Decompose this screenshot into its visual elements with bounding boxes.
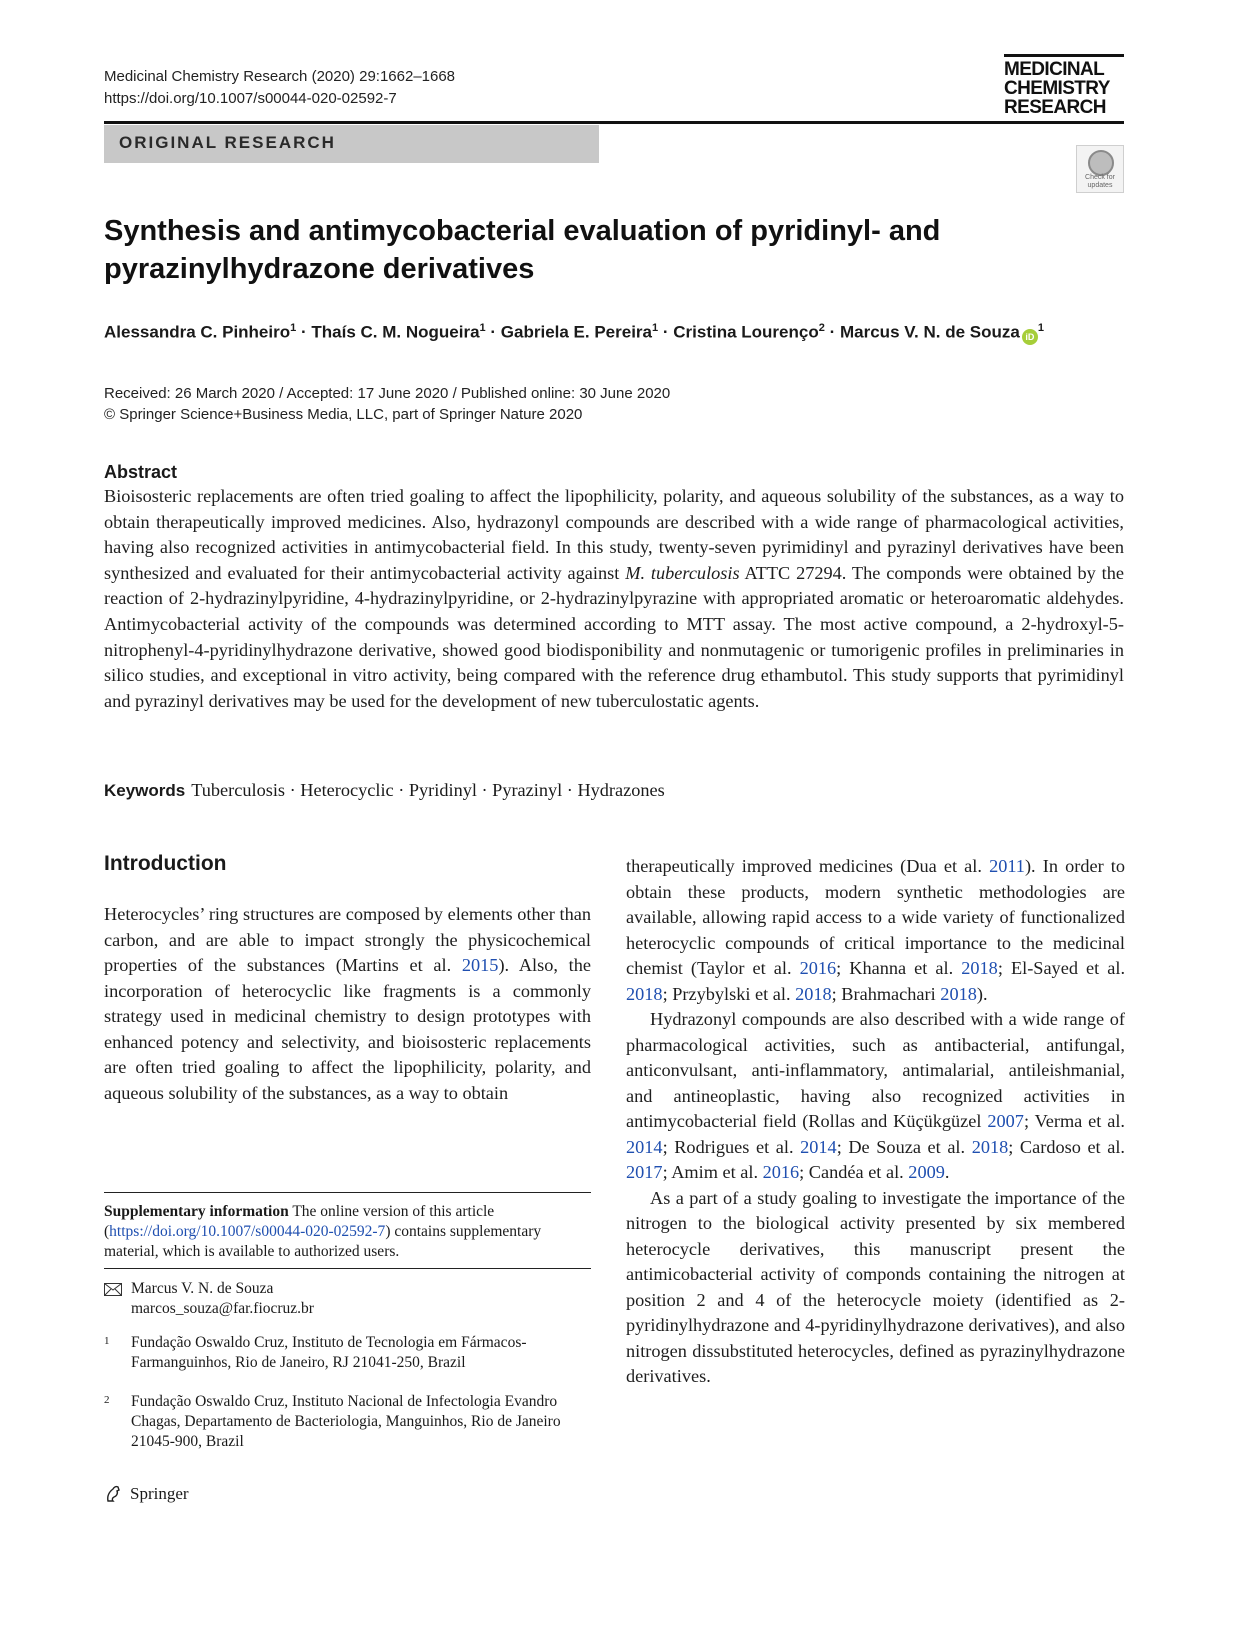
author-affiliation: 1: [290, 322, 297, 334]
citation-link[interactable]: 2017: [626, 1162, 663, 1182]
author-affiliation: 2: [818, 322, 825, 334]
abstract-organism: M. tuberculosis: [625, 562, 740, 583]
citation-link[interactable]: 2007: [987, 1111, 1024, 1131]
text: ; Candéa et al.: [799, 1162, 909, 1182]
supp-label: Supplementary information: [104, 1203, 289, 1220]
supplementary-information: [104, 1202, 591, 1262]
author-separator: ·: [662, 322, 669, 342]
text: ; Khanna et al.: [836, 958, 962, 978]
author-name[interactable]: Gabriela E. Pereira: [500, 322, 652, 342]
citation-link[interactable]: 2018: [961, 958, 998, 978]
introduction-heading: Introduction: [104, 852, 227, 875]
intro-right-column: [626, 854, 1125, 1390]
abstract-text-part: Bioisosteric replacements are often tried goaling to affect the lipophilicity, polarity, and aqueous solubility of the substances, as a way to obtain therapeutically improved medicines. Also, hydrazonyl compounds are described with a wide range of pharmacological activities, having also recognized activities in antimycobacterial field. In this study, twenty-seven pyrimidinyl and pyrazinyl derivatives have been synthesized and evaluated for their antimycobacterial activity against: [104, 486, 1124, 583]
text: ; De Souza et al.: [836, 1136, 972, 1157]
intro-paragraph: As a part of a study goaling to investigate the importance of the nitrogen to the biological activity presented by six membered heterocycle derivatives, this manuscript present the antimicobacterial activity of componds containing the nitrogen at position 2 and 4 of the heterocycle moiety (identified as 2-pyridinylhydrazone and 4-pyridinylhydrazone derivatives), and also nitrogen dissubstituted heterocycles, defined as pyrazinylhydrazone derivatives.: [626, 1187, 1125, 1386]
intro-paragraph: [626, 854, 1125, 1007]
text: ; El-Sayed et al.: [997, 958, 1126, 978]
check-for-updates-badge[interactable]: [1076, 145, 1124, 193]
author-list: [104, 322, 1124, 345]
text: therapeutically improved medicines (Dua et al.: [626, 856, 990, 876]
journal-logo: [1004, 54, 1124, 117]
text: The online version of this article (: [104, 1203, 495, 1240]
text: ). Also, the incorporation of heterocyclic like fragments is a commonly strategy used in medicinal chemistry to design prototypes with enhanced potency and selectivity, and bioisosteric replacements are often tried goaling to affect the lipophilicity, polarity, and aqueous solubility of the substances, as a way to obtain: [104, 955, 591, 1103]
abstract-text-part: ATTC 27294. The componds were obtained by the reaction of 2-hydrazinylpyridine, 4-hydrazinylpyridine, or 2-hydrazinylpyrazine with appropriated aromatic or heteroaromatic aldehydes. Antimycobacterial activity of the compounds was determined according to MTT assay. The most active compound, a 2-hydroxyl-5-nitrophenyl-4-pyridinylhydrazone derivative, showed good biodisponibility and nonmutagenic or tumorigenic profiles in preliminaries in silico studies, and exceptional in vitro activity, being compared with the reference drug ethambutol. This study supports that pyrimidinyl and pyrazinyl derivatives may be used for the development of new tuberculostatic agents.: [104, 562, 1125, 711]
text: Heterocycles’ ring structures are composed by elements other than carbon, and are able to impact strongly the physicochemical properties of the substances (Martins et al.: [104, 904, 591, 975]
logo-line-2: CHEMISTRY: [1004, 78, 1110, 99]
affiliation-number: 2: [104, 1394, 110, 1406]
text: .: [944, 1162, 950, 1182]
abstract-text: [104, 484, 1124, 714]
author-affiliation: 1: [1037, 322, 1044, 334]
corresponding-author: [104, 1279, 591, 1319]
author-separator: ·: [829, 322, 836, 342]
keywords-label: Keywords: [104, 781, 186, 800]
corr-name: Marcus V. N. de Souza: [131, 1280, 274, 1297]
check-updates-icon: [1088, 150, 1114, 176]
footnote-rule: [104, 1268, 591, 1269]
affiliation-text: Fundação Oswaldo Cruz, Instituto Nacional de Infectologia Evandro Chagas, Departamento de Bacteriologia, Manguinhos, Rio de Janeiro 21045-900, Brazil: [131, 1393, 561, 1450]
springer-footer: [104, 1484, 189, 1504]
author-affiliation: 1: [479, 322, 486, 334]
logo-line-3: RESEARCH: [1004, 97, 1106, 118]
copyright-line: © Springer Science+Business Media, LLC, part of Springer Nature 2020: [104, 406, 583, 423]
citation-link[interactable]: 2018: [971, 1136, 1009, 1157]
dates-line: Received: 26 March 2020 / Accepted: 17 June 2020 / Published online: 30 June 2020: [104, 385, 671, 402]
keywords: [104, 778, 665, 803]
citation-link[interactable]: 2018: [795, 983, 832, 1004]
check-updates-label: Check for updates: [1085, 174, 1115, 189]
article-title: Synthesis and antimycobacterial evaluation of pyridinyl- and pyrazinylhydrazone derivatives: [104, 215, 941, 285]
author-name[interactable]: Marcus V. N. de Souza: [840, 322, 1020, 342]
text: ; Verma et al.: [1023, 1111, 1125, 1131]
citation-line: Medicinal Chemistry Research (2020) 29:1662–1668: [104, 68, 456, 85]
intro-paragraph: [626, 1007, 1125, 1186]
publisher-name: Springer: [130, 1484, 189, 1503]
footnote-rule: [104, 1192, 591, 1193]
author-separator: ·: [490, 322, 497, 342]
affiliation-text: Fundação Oswaldo Cruz, Instituto de Tecnologia em Fármacos-Farmanguinhos, Rio de Janeiro, RJ 21041-250, Brazil: [131, 1334, 527, 1371]
orcid-icon[interactable]: iD: [1022, 329, 1038, 345]
author-name[interactable]: Alessandra C. Pinheiro: [104, 322, 291, 342]
author-name[interactable]: Cristina Lourenço: [673, 322, 819, 342]
citation-link[interactable]: 2014: [626, 1136, 663, 1157]
supp-link[interactable]: https://doi.org/10.1007/s00044-020-02592-7: [109, 1223, 386, 1240]
citation-link[interactable]: 2016: [799, 958, 837, 978]
publication-dates: [104, 383, 670, 425]
envelope-icon: [104, 1282, 122, 1302]
intro-paragraph: [104, 902, 591, 1106]
affiliation-number: 1: [104, 1335, 110, 1347]
citation-link[interactable]: 2011: [989, 856, 1025, 876]
citation-link[interactable]: 2009: [908, 1162, 945, 1182]
header-rule: [104, 121, 1124, 124]
intro-left-column: [104, 902, 591, 1106]
abstract-heading: Abstract: [104, 462, 178, 482]
springer-horse-icon: [104, 1484, 124, 1504]
keywords-list: Tuberculosis · Heterocyclic · Pyridinyl · Pyrazinyl · Hydrazones: [191, 780, 665, 800]
text: Hydrazonyl compounds are also described with a wide range of pharmacological activities, such as antibacterial, antifungal, anticonvulsant, anti-inflammatory, antimalarial, antileishmanial, and antineoplastic, having also recognized activities in antimycobacterial field (Rollas and Küçükgüzel: [626, 1009, 1125, 1131]
text: ) contains supplementary material, which is available to authorized users.: [104, 1223, 542, 1260]
journal-citation: [104, 66, 455, 110]
citation-link[interactable]: 2014: [800, 1136, 837, 1157]
author-separator: ·: [300, 322, 307, 342]
author-name[interactable]: Thaís C. M. Nogueira: [311, 322, 480, 342]
citation-link[interactable]: 2018: [940, 983, 977, 1004]
citation-link[interactable]: 2018: [626, 983, 663, 1004]
text: ).: [976, 983, 988, 1004]
citation-link[interactable]: 2015: [461, 955, 499, 975]
citation-link[interactable]: 2016: [762, 1162, 800, 1182]
logo-line-1: MEDICINAL: [1004, 59, 1105, 80]
text: ). In order to obtain these products, modern synthetic methodologies are available, allowing rapid access to a wide variety of functionalized heterocyclic compounds of critical importance to the medicinal chemist (Taylor et al.: [626, 856, 1126, 978]
article-type-label: ORIGINAL RESEARCH: [119, 133, 336, 152]
text: ; Cardoso et al.: [1008, 1136, 1125, 1157]
corr-email[interactable]: marcos_souza@far.fiocruz.br: [131, 1300, 314, 1317]
text: ; Amim et al.: [662, 1162, 763, 1182]
author-affiliation: 1: [652, 322, 659, 334]
text: ; Rodrigues et al.: [662, 1136, 801, 1157]
doi-line[interactable]: https://doi.org/10.1007/s00044-020-02592-7: [104, 90, 397, 107]
text: ; Brahmachari: [831, 983, 941, 1004]
article-type-banner: [104, 125, 599, 163]
text: ; Przybylski et al.: [662, 983, 796, 1004]
